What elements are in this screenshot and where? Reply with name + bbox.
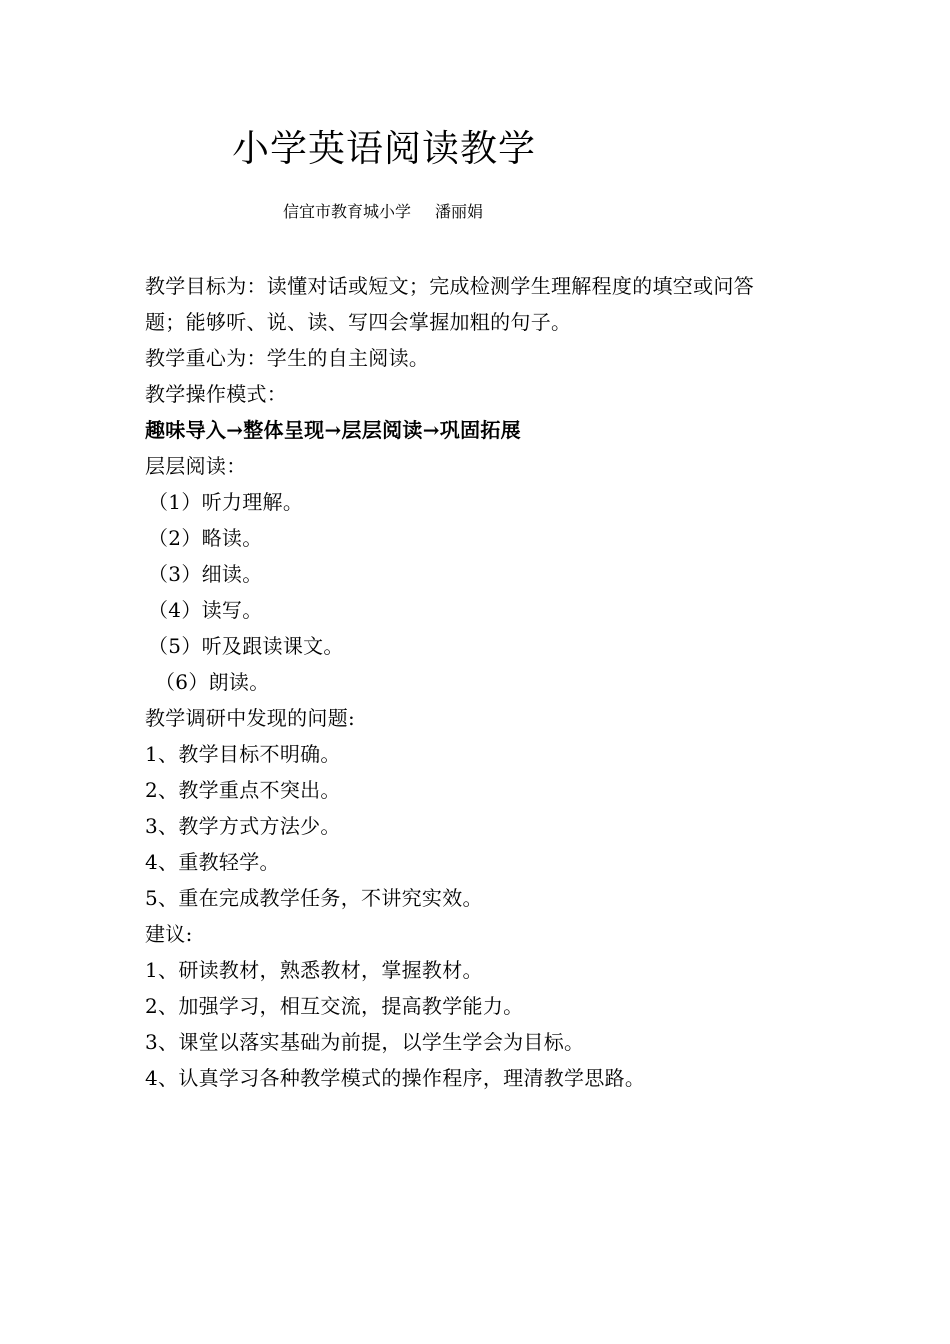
paragraph-line: 教学重心为：学生的自主阅读。 bbox=[145, 346, 430, 370]
author-school: 信宜市教育城小学 bbox=[283, 202, 412, 221]
paragraph-line: 层层阅读： bbox=[145, 454, 247, 478]
paragraph-line: （1）听力理解。 bbox=[148, 490, 304, 514]
paragraph-line: （4）读写。 bbox=[148, 598, 263, 622]
paragraph-line: （3）细读。 bbox=[148, 562, 263, 586]
paragraph-line: 趣味导入→整体呈现→层层阅读→巩固拓展 bbox=[145, 418, 521, 442]
paragraph-line: 教学调研中发现的问题: bbox=[145, 706, 356, 730]
paragraph-line: 4、认真学习各种教学模式的操作程序，理清教学思路。 bbox=[145, 1066, 646, 1090]
paragraph-line: 2、加强学习，相互交流，提高教学能力。 bbox=[145, 994, 524, 1018]
paragraph-line: 3、课堂以落实基础为前提，以学生学会为目标。 bbox=[145, 1030, 585, 1054]
document-body bbox=[145, 268, 825, 1096]
author-name: 潘丽娟 bbox=[435, 202, 484, 221]
paragraph-line: 教学目标为：读懂对话或短文；完成检测学生理解程度的填空或问答 bbox=[145, 274, 754, 298]
paragraph-line: 题；能够听、说、读、写四会掌握加粗的句子。 bbox=[145, 310, 572, 334]
paragraph-line: 5、重在完成教学任务，不讲究实效。 bbox=[145, 886, 483, 910]
paragraph-line: （2）略读。 bbox=[148, 526, 263, 550]
paragraph-line: 1、研读教材，熟悉教材，掌握教材。 bbox=[145, 958, 483, 982]
paragraph-line: 4、重教轻学。 bbox=[145, 850, 280, 874]
paragraph-line: （6）朗读。 bbox=[155, 670, 270, 694]
paragraph-line: 建议: bbox=[145, 922, 193, 946]
paragraph-line: （5）听及跟读课文。 bbox=[148, 634, 344, 658]
paragraph-line: 2、教学重点不突出。 bbox=[145, 778, 341, 802]
paragraph-line: 1、教学目标不明确。 bbox=[145, 742, 341, 766]
document-title: 小学英语阅读教学 bbox=[232, 127, 536, 170]
author-line bbox=[283, 200, 483, 224]
paragraph-line: 教学操作模式： bbox=[145, 382, 288, 406]
paragraph-line: 3、教学方式方法少。 bbox=[145, 814, 341, 838]
